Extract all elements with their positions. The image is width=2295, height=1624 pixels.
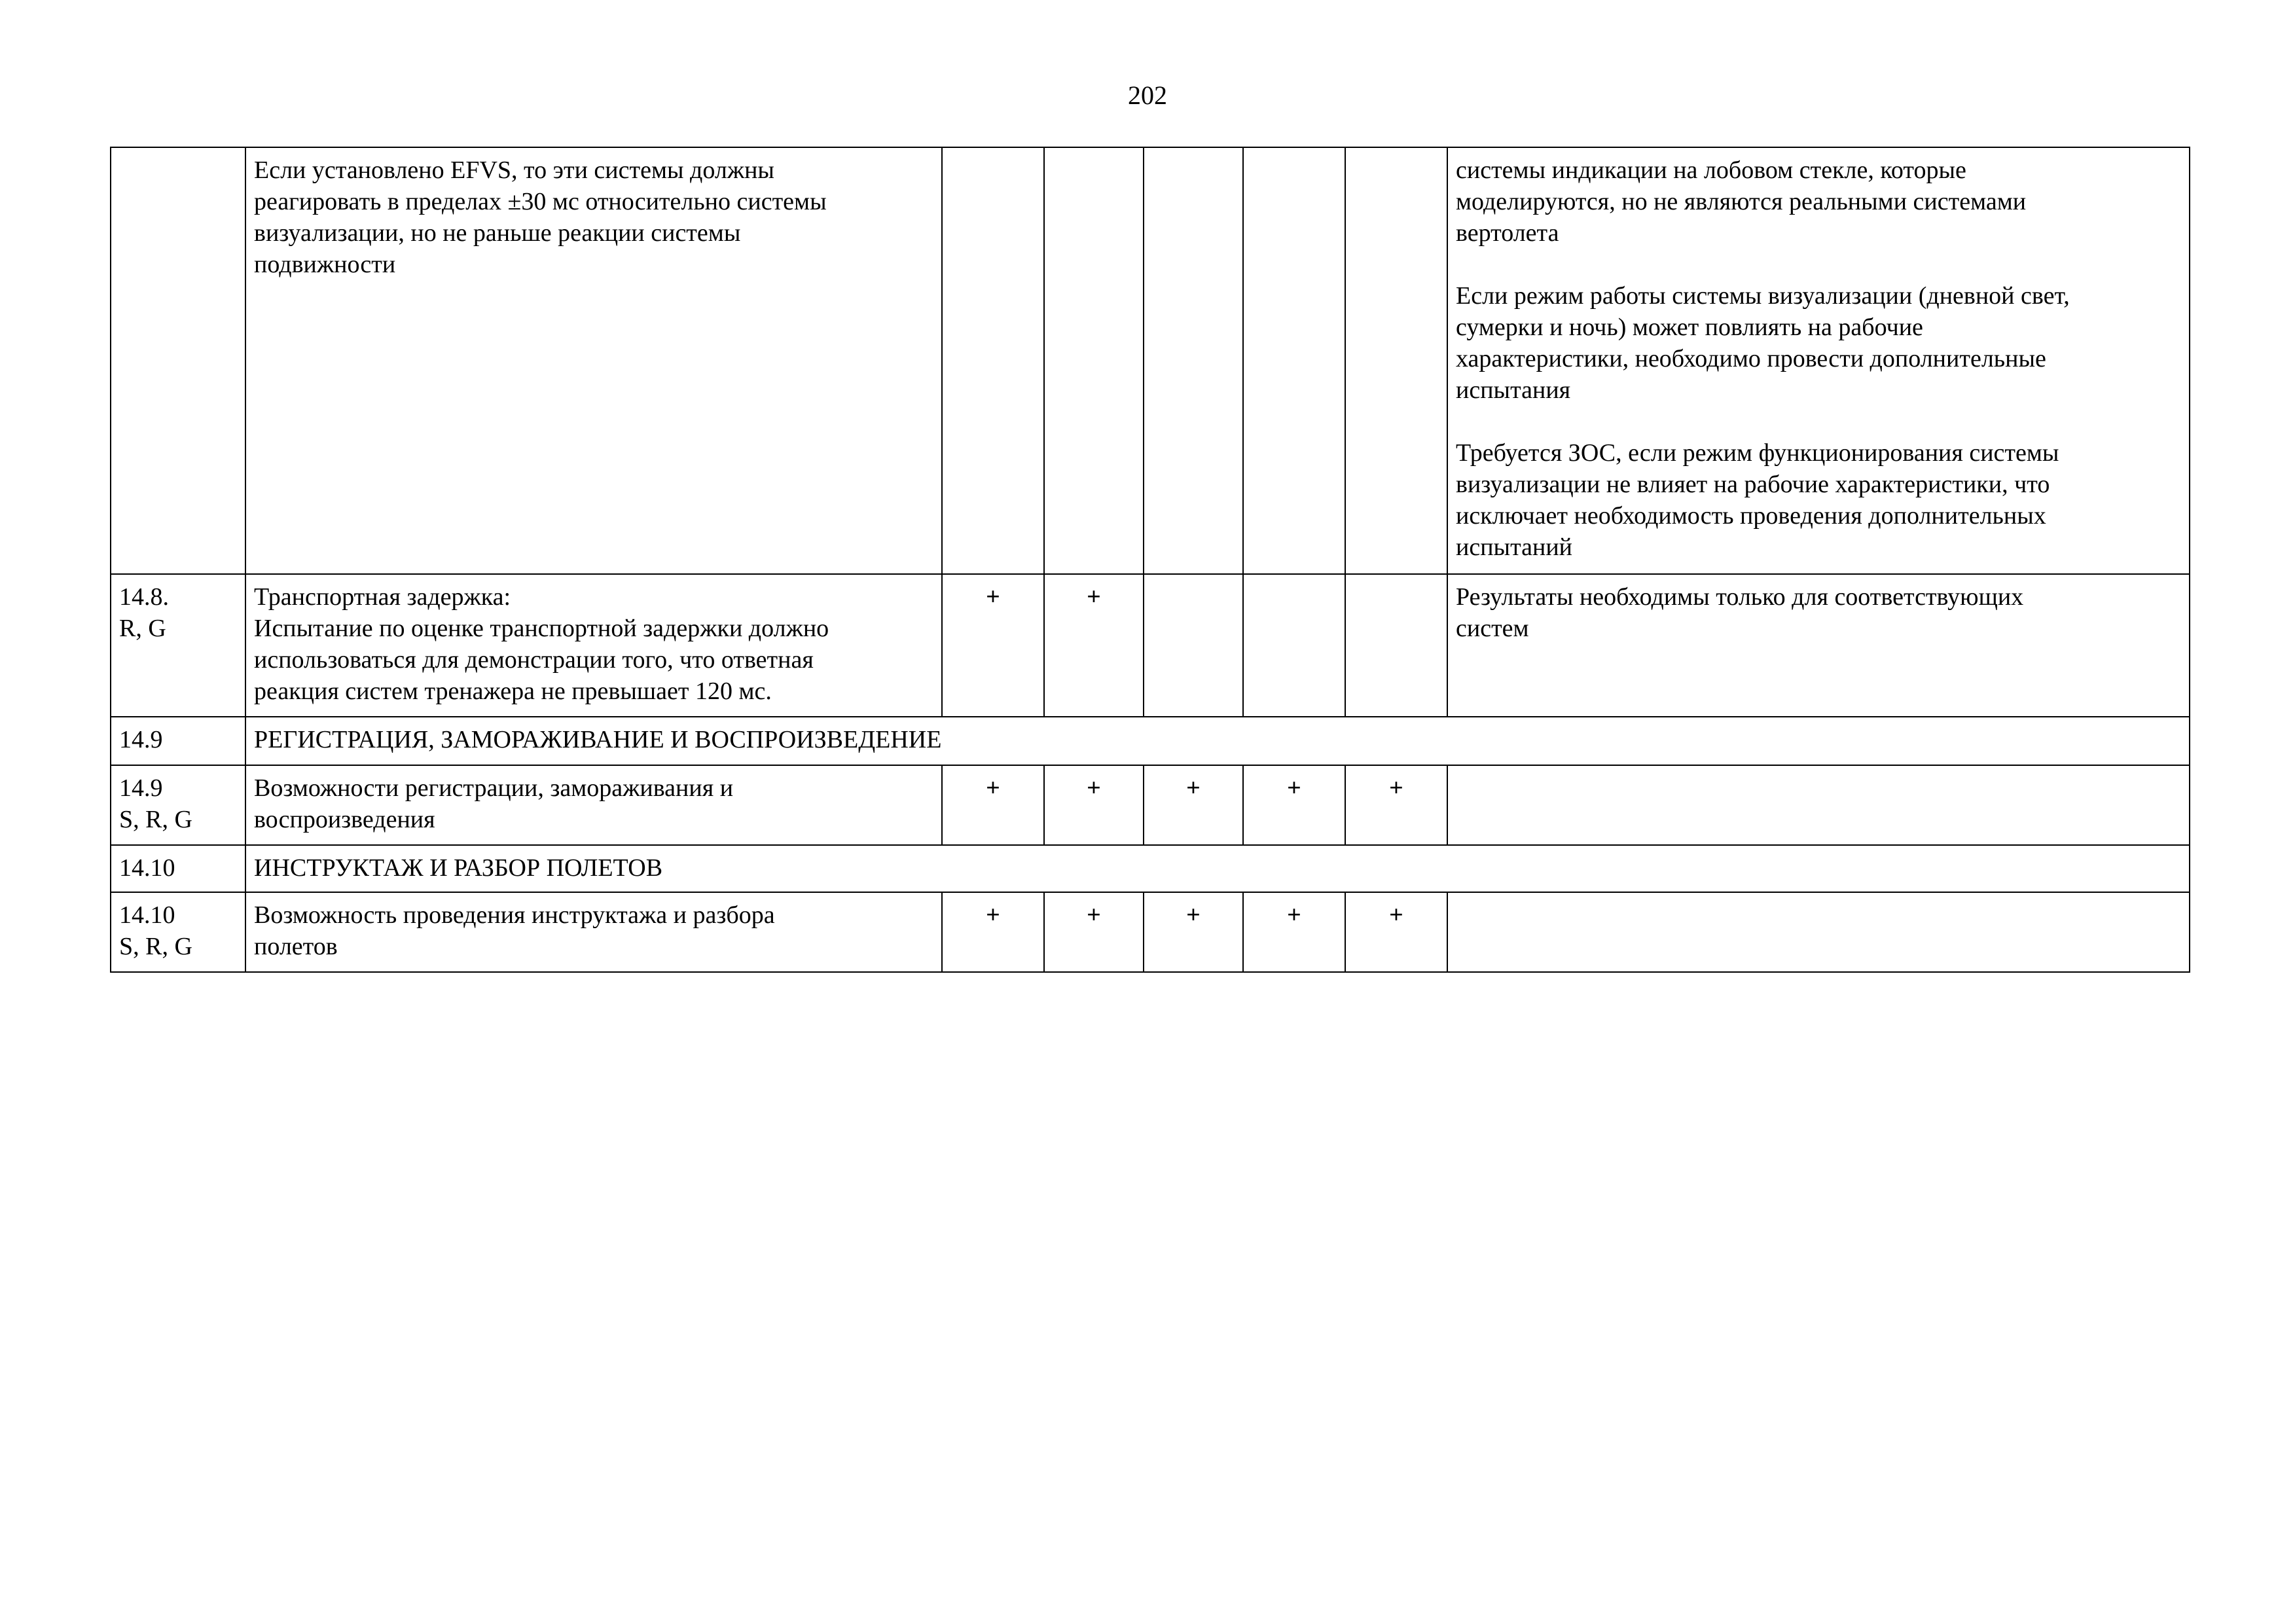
mark-cell	[1144, 574, 1243, 717]
mark-cell: +	[1243, 892, 1345, 972]
mark-cell: +	[942, 892, 1044, 972]
item-number-cell: 14.10 S, R, G	[111, 892, 245, 972]
comment-paragraph: Если режим работы системы визуализации (дневной свет, сумерки и ночь) может повлиять на рабочие характеристики, необходимо провести дополнительные испытания	[1456, 282, 2070, 404]
section-number-cell: 14.10	[111, 845, 245, 892]
mark-cell: +	[1044, 765, 1144, 845]
mark-cell	[1345, 147, 1447, 574]
description-cell: Транспортная задержка: Испытание по оценке транспортной задержки должно использоваться для демонстрации того, что ответная реакция систем тренажера не превышает 120 мс.	[245, 574, 942, 717]
comment-cell	[1447, 765, 2190, 845]
mark-cell	[1144, 147, 1243, 574]
comment-cell	[1447, 892, 2190, 972]
table-row	[111, 892, 2190, 972]
description-cell: Возможности регистрации, замораживания и воспроизведения	[245, 765, 942, 845]
section-row	[111, 845, 2190, 892]
item-number-cell: 14.9 S, R, G	[111, 765, 245, 845]
section-title-cell: РЕГИСТРАЦИЯ, ЗАМОРАЖИВАНИЕ И ВОСПРОИЗВЕДЕНИЕ	[245, 717, 2190, 765]
page-number: 202	[1128, 81, 1167, 110]
mark-cell: +	[1044, 574, 1144, 717]
comment-cell	[1447, 147, 2190, 574]
mark-cell: +	[942, 765, 1044, 845]
mark-cell: +	[1345, 765, 1447, 845]
mark-cell: +	[1243, 765, 1345, 845]
item-number-cell	[111, 147, 245, 574]
description-cell: Возможность проведения инструктажа и разбора полетов	[245, 892, 942, 972]
table-row	[111, 574, 2190, 717]
requirements-table	[110, 147, 2190, 973]
mark-cell	[942, 147, 1044, 574]
item-number-cell: 14.8. R, G	[111, 574, 245, 717]
comment-cell: Результаты необходимы только для соответствующих систем	[1447, 574, 2190, 717]
mark-cell	[1243, 147, 1345, 574]
comment-paragraph: Требуется ЗОС, если режим функционирования системы визуализации не влияет на рабочие характеристики, что исключает необходимость проведения дополнительных испытаний	[1456, 439, 2059, 561]
comment-paragraph: системы индикации на лобовом стекле, которые моделируются, но не являются реальными системами вертолета	[1456, 156, 2027, 247]
mark-cell	[1345, 574, 1447, 717]
mark-cell: +	[1144, 892, 1243, 972]
table-row	[111, 147, 2190, 574]
mark-cell: +	[1144, 765, 1243, 845]
section-title-cell: ИНСТРУКТАЖ И РАЗБОР ПОЛЕТОВ	[245, 845, 2190, 892]
mark-cell: +	[1044, 892, 1144, 972]
section-row	[111, 717, 2190, 765]
mark-cell: +	[942, 574, 1044, 717]
description-cell: Если установлено EFVS, то эти системы должны реагировать в пределах ±30 мс относительно системы визуализации, но не раньше реакции системы подвижности	[245, 147, 942, 574]
table-row	[111, 765, 2190, 845]
mark-cell	[1243, 574, 1345, 717]
mark-cell: +	[1345, 892, 1447, 972]
section-number-cell: 14.9	[111, 717, 245, 765]
mark-cell	[1044, 147, 1144, 574]
